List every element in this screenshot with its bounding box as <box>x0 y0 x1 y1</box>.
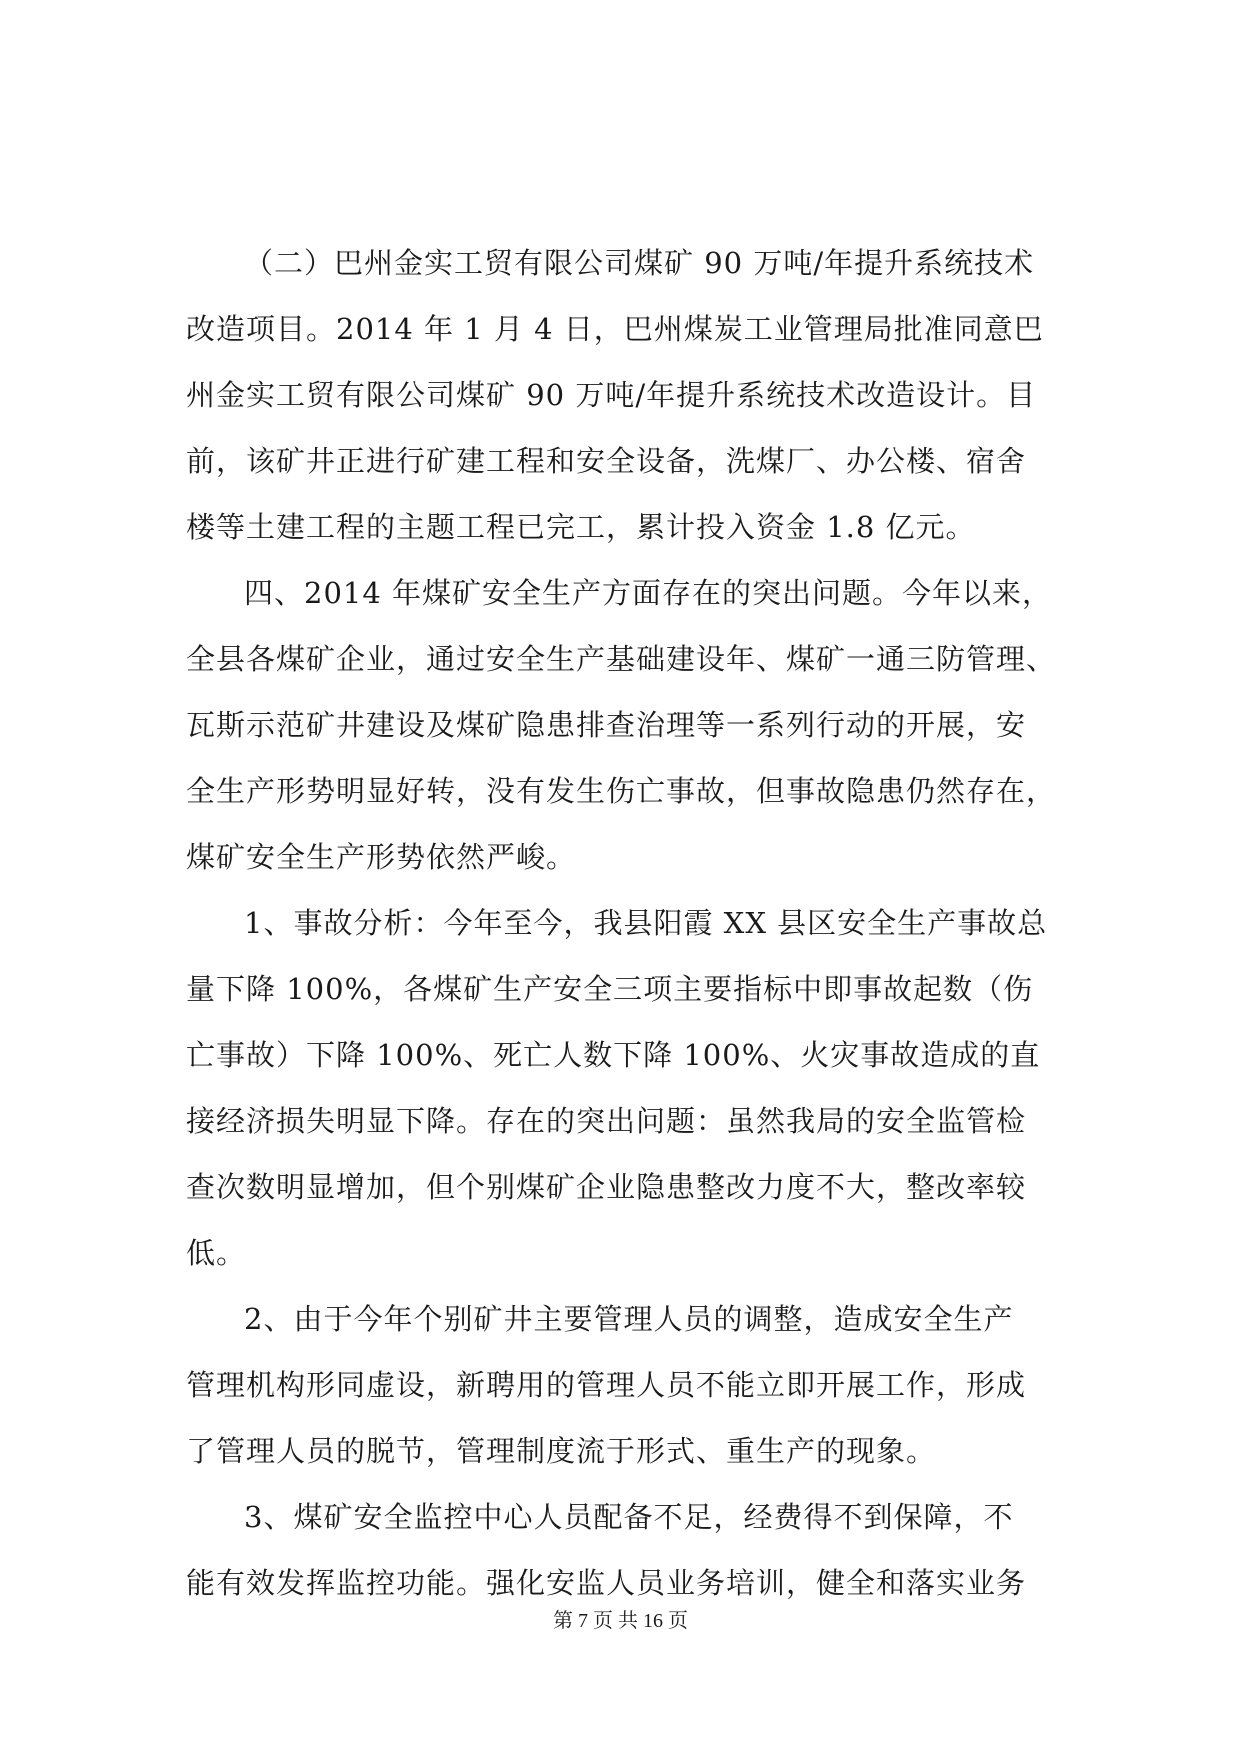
text-line: 全生产形势明显好转，没有发生伤亡事故，但事故隐患仍然存在， <box>186 774 1057 808</box>
text-line: （二）巴州金实工贸有限公司煤矿 90 万吨/年提升系统技术 <box>244 246 1035 280</box>
text-line: 全县各煤矿企业，通过安全生产基础建设年、煤矿一通三防管理、 <box>186 642 1057 676</box>
text-line: 瓦斯示范矿井建设及煤矿隐患排查治理等一系列行动的开展，安 <box>186 708 1027 742</box>
text-line: 管理机构形同虚设，新聘用的管理人员不能立即开展工作，形成 <box>186 1368 1027 1402</box>
paragraph-section-4 <box>186 560 1086 890</box>
text-line: 楼等土建工程的主题工程已完工，累计投入资金 1.8 亿元。 <box>186 510 976 544</box>
text-line: 能有效发挥监控功能。强化安监人员业务培训，健全和落实业务 <box>186 1566 1027 1600</box>
text-line: 州金实工贸有限公司煤矿 90 万吨/年提升系统技术改造设计。目 <box>186 378 1037 412</box>
page-number-footer: 第 7 页 共 16 页 <box>553 1610 688 1632</box>
text-line: 2、由于今年个别矿井主要管理人员的调整，造成安全生产 <box>244 1302 1014 1336</box>
paragraph-item-2 <box>186 1286 1086 1484</box>
text-line: 3、煤矿安全监控中心人员配备不足，经费得不到保障，不 <box>244 1500 1014 1534</box>
document-body <box>186 230 1086 1616</box>
text-line: 查次数明显增加，但个别煤矿企业隐患整改力度不大，整改率较 <box>186 1170 1027 1204</box>
text-line: 煤矿安全生产形势依然严峻。 <box>186 840 577 874</box>
text-line: 了管理人员的脱节，管理制度流于形式、重生产的现象。 <box>186 1434 937 1468</box>
text-line: 1、事故分析：今年至今，我县阳霞 XX 县区安全生产事故总 <box>244 906 1048 940</box>
text-line: 前，该矿井正进行矿建工程和安全设备，洗煤厂、办公楼、宿舍 <box>186 444 1027 478</box>
text-line: 四、2014 年煤矿安全生产方面存在的突出问题。今年以来， <box>244 576 1053 610</box>
paragraph-item-1 <box>186 890 1086 1286</box>
text-line: 亡事故）下降 100%、死亡人数下降 100%、火灾事故造成的直 <box>186 1038 1041 1072</box>
text-line: 接经济损失明显下降。存在的突出问题：虽然我局的安全监管检 <box>186 1104 1027 1138</box>
paragraph-item-3 <box>186 1484 1086 1616</box>
text-line: 改造项目。2014 年 1 月 4 日，巴州煤炭工业管理局批准同意巴 <box>186 312 1044 346</box>
text-line: 低。 <box>186 1236 247 1270</box>
paragraph-project-2 <box>186 230 1086 560</box>
text-line: 量下降 100%，各煤矿生产安全三项主要指标中即事故起数（伤 <box>186 972 1034 1006</box>
